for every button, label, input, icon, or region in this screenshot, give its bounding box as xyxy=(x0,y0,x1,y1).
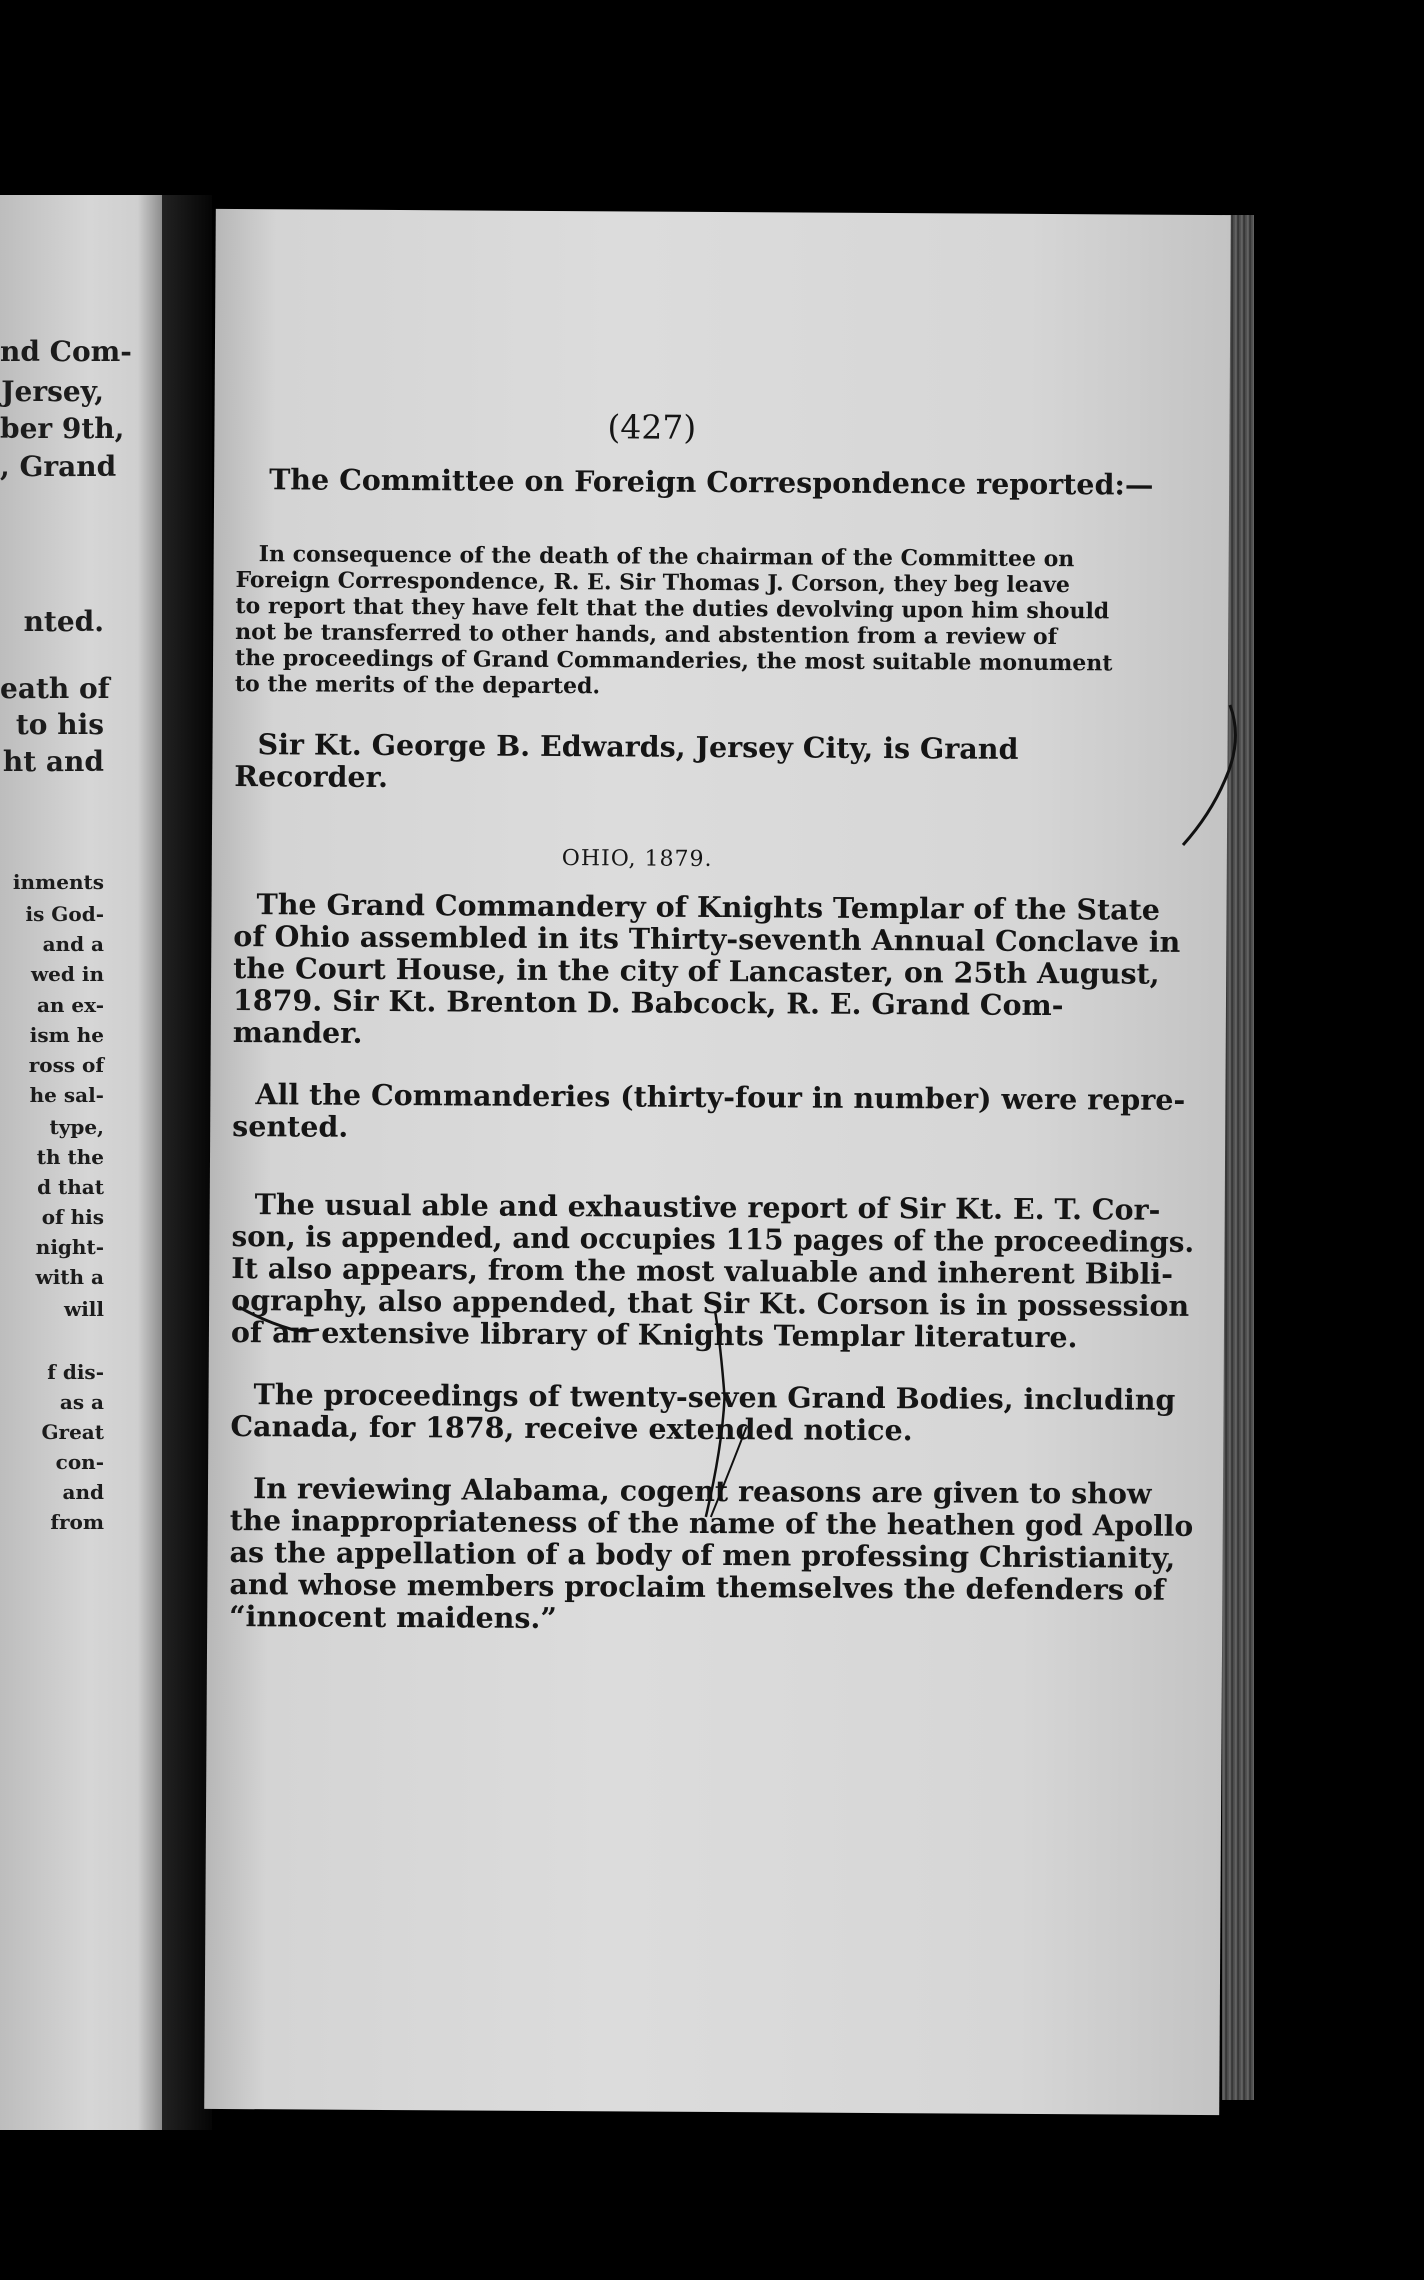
left-page-fragment: nted. xyxy=(23,605,104,638)
left-page-fragment: wed in xyxy=(30,962,104,986)
report-line: ography, also appended, that Sir Kt. Corson is in possession xyxy=(231,1283,1190,1323)
pen-mark-stroke xyxy=(676,1307,757,1527)
left-page-fragment: Great xyxy=(41,1420,104,1444)
committee-report-line: to the merits of the departed. xyxy=(234,671,601,700)
left-page-fragment: , Grand xyxy=(0,450,117,483)
left-page-fragment: is God- xyxy=(25,902,104,926)
left-page-fragment: nd Com- xyxy=(0,335,132,368)
alabama-line: the inappropriateness of the name of the heathen god Apollo xyxy=(229,1503,1194,1543)
ohio-line: 1879. Sir Kt. Brenton D. Babcock, R. E. Grand Com- xyxy=(232,983,1064,1023)
left-page-fragment: of his xyxy=(41,1205,104,1229)
left-page-fragment: to his xyxy=(15,708,104,741)
proceedings-line: The proceedings of twenty-seven Grand Bodies, including xyxy=(253,1377,1176,1417)
left-page-fragment: eath of xyxy=(0,672,110,705)
book-gutter xyxy=(162,195,212,2130)
left-page-fragment: con- xyxy=(55,1450,104,1474)
report-line: of an extensive library of Knights Templar literature. xyxy=(230,1315,1078,1355)
left-page-fragment: type, xyxy=(49,1115,104,1139)
left-page-fragment: night- xyxy=(35,1235,104,1259)
report-line: It also appears, from the most valuable and inherent Bibli- xyxy=(231,1251,1174,1291)
committee-report-line: not be transferred to other hands, and abstention from a review of xyxy=(235,619,1058,651)
recorder-line: Sir Kt. George B. Edwards, Jersey City, is Grand xyxy=(257,727,1019,766)
commanderies-line: All the Commanderies (thirty-four in number) were repre- xyxy=(255,1077,1186,1117)
left-page-fragment: ht and xyxy=(2,745,104,778)
left-page-fragment: th the xyxy=(36,1145,104,1169)
left-page xyxy=(0,195,162,2130)
left-page-fragment: an ex- xyxy=(36,993,104,1017)
section-heading: OHIO, 1879. xyxy=(561,846,713,872)
recorder-line: Recorder. xyxy=(234,759,389,794)
alabama-line: In reviewing Alabama, cogent reasons are given to show xyxy=(252,1471,1152,1511)
commanderies-line: sented. xyxy=(232,1109,349,1144)
left-page-fragment: ber 9th, xyxy=(0,412,125,445)
committee-line: The Committee on Foreign Correspondence reported:— xyxy=(269,462,1154,502)
left-page-fragment: ross of xyxy=(28,1053,104,1077)
alabama-line: and whose members proclaim themselves the defenders of xyxy=(229,1567,1166,1607)
left-page-fragment: f dis- xyxy=(47,1360,104,1384)
left-page-fragment: ism he xyxy=(29,1023,104,1047)
pen-mark-margin-arc xyxy=(1175,700,1245,850)
committee-report-line: Foreign Correspondence, R. E. Sir Thomas J. Corson, they beg leave xyxy=(235,567,1070,599)
alabama-line: as the appellation of a body of men professing Christianity, xyxy=(229,1535,1176,1575)
pen-mark-bracket xyxy=(234,1299,324,1340)
committee-report-line: the proceedings of Grand Commanderies, the most suitable monument xyxy=(234,645,1113,677)
ohio-line: the Court House, in the city of Lancaster, on 25th August, xyxy=(233,951,1160,991)
committee-report-line: In consequence of the death of the chairman of the Committee on xyxy=(258,541,1075,573)
left-page-fragment: with a xyxy=(35,1265,104,1289)
page-number: (427) xyxy=(607,407,697,447)
committee-report-line: to report that they have felt that the duties devolving upon him should xyxy=(235,593,1110,625)
left-page-fragment: d that xyxy=(37,1175,104,1199)
left-page-fragment: Jersey, xyxy=(1,375,104,408)
report-line: son, is appended, and occupies 115 pages of the proceedings. xyxy=(231,1219,1195,1259)
left-page-fragment: inments xyxy=(12,870,104,894)
alabama-line: “innocent maidens.” xyxy=(229,1599,557,1636)
left-page-fragment: and a xyxy=(42,932,104,956)
left-page-fragment: will xyxy=(63,1297,104,1321)
ohio-line: mander. xyxy=(232,1015,363,1050)
left-page-fragment: from xyxy=(50,1510,104,1534)
main-page xyxy=(204,209,1231,2115)
ohio-line: of Ohio assembled in its Thirty-seventh Annual Conclave in xyxy=(233,919,1181,959)
left-page-fragment: as a xyxy=(59,1390,104,1414)
left-page-fragment: and xyxy=(62,1480,104,1504)
left-page-fragment: he sal- xyxy=(29,1083,104,1107)
ohio-line: The Grand Commandery of Knights Templar of the State xyxy=(256,887,1161,927)
proceedings-line: Canada, for 1878, receive extended notice. xyxy=(230,1409,913,1448)
report-line: The usual able and exhaustive report of Sir Kt. E. T. Cor- xyxy=(254,1187,1161,1227)
